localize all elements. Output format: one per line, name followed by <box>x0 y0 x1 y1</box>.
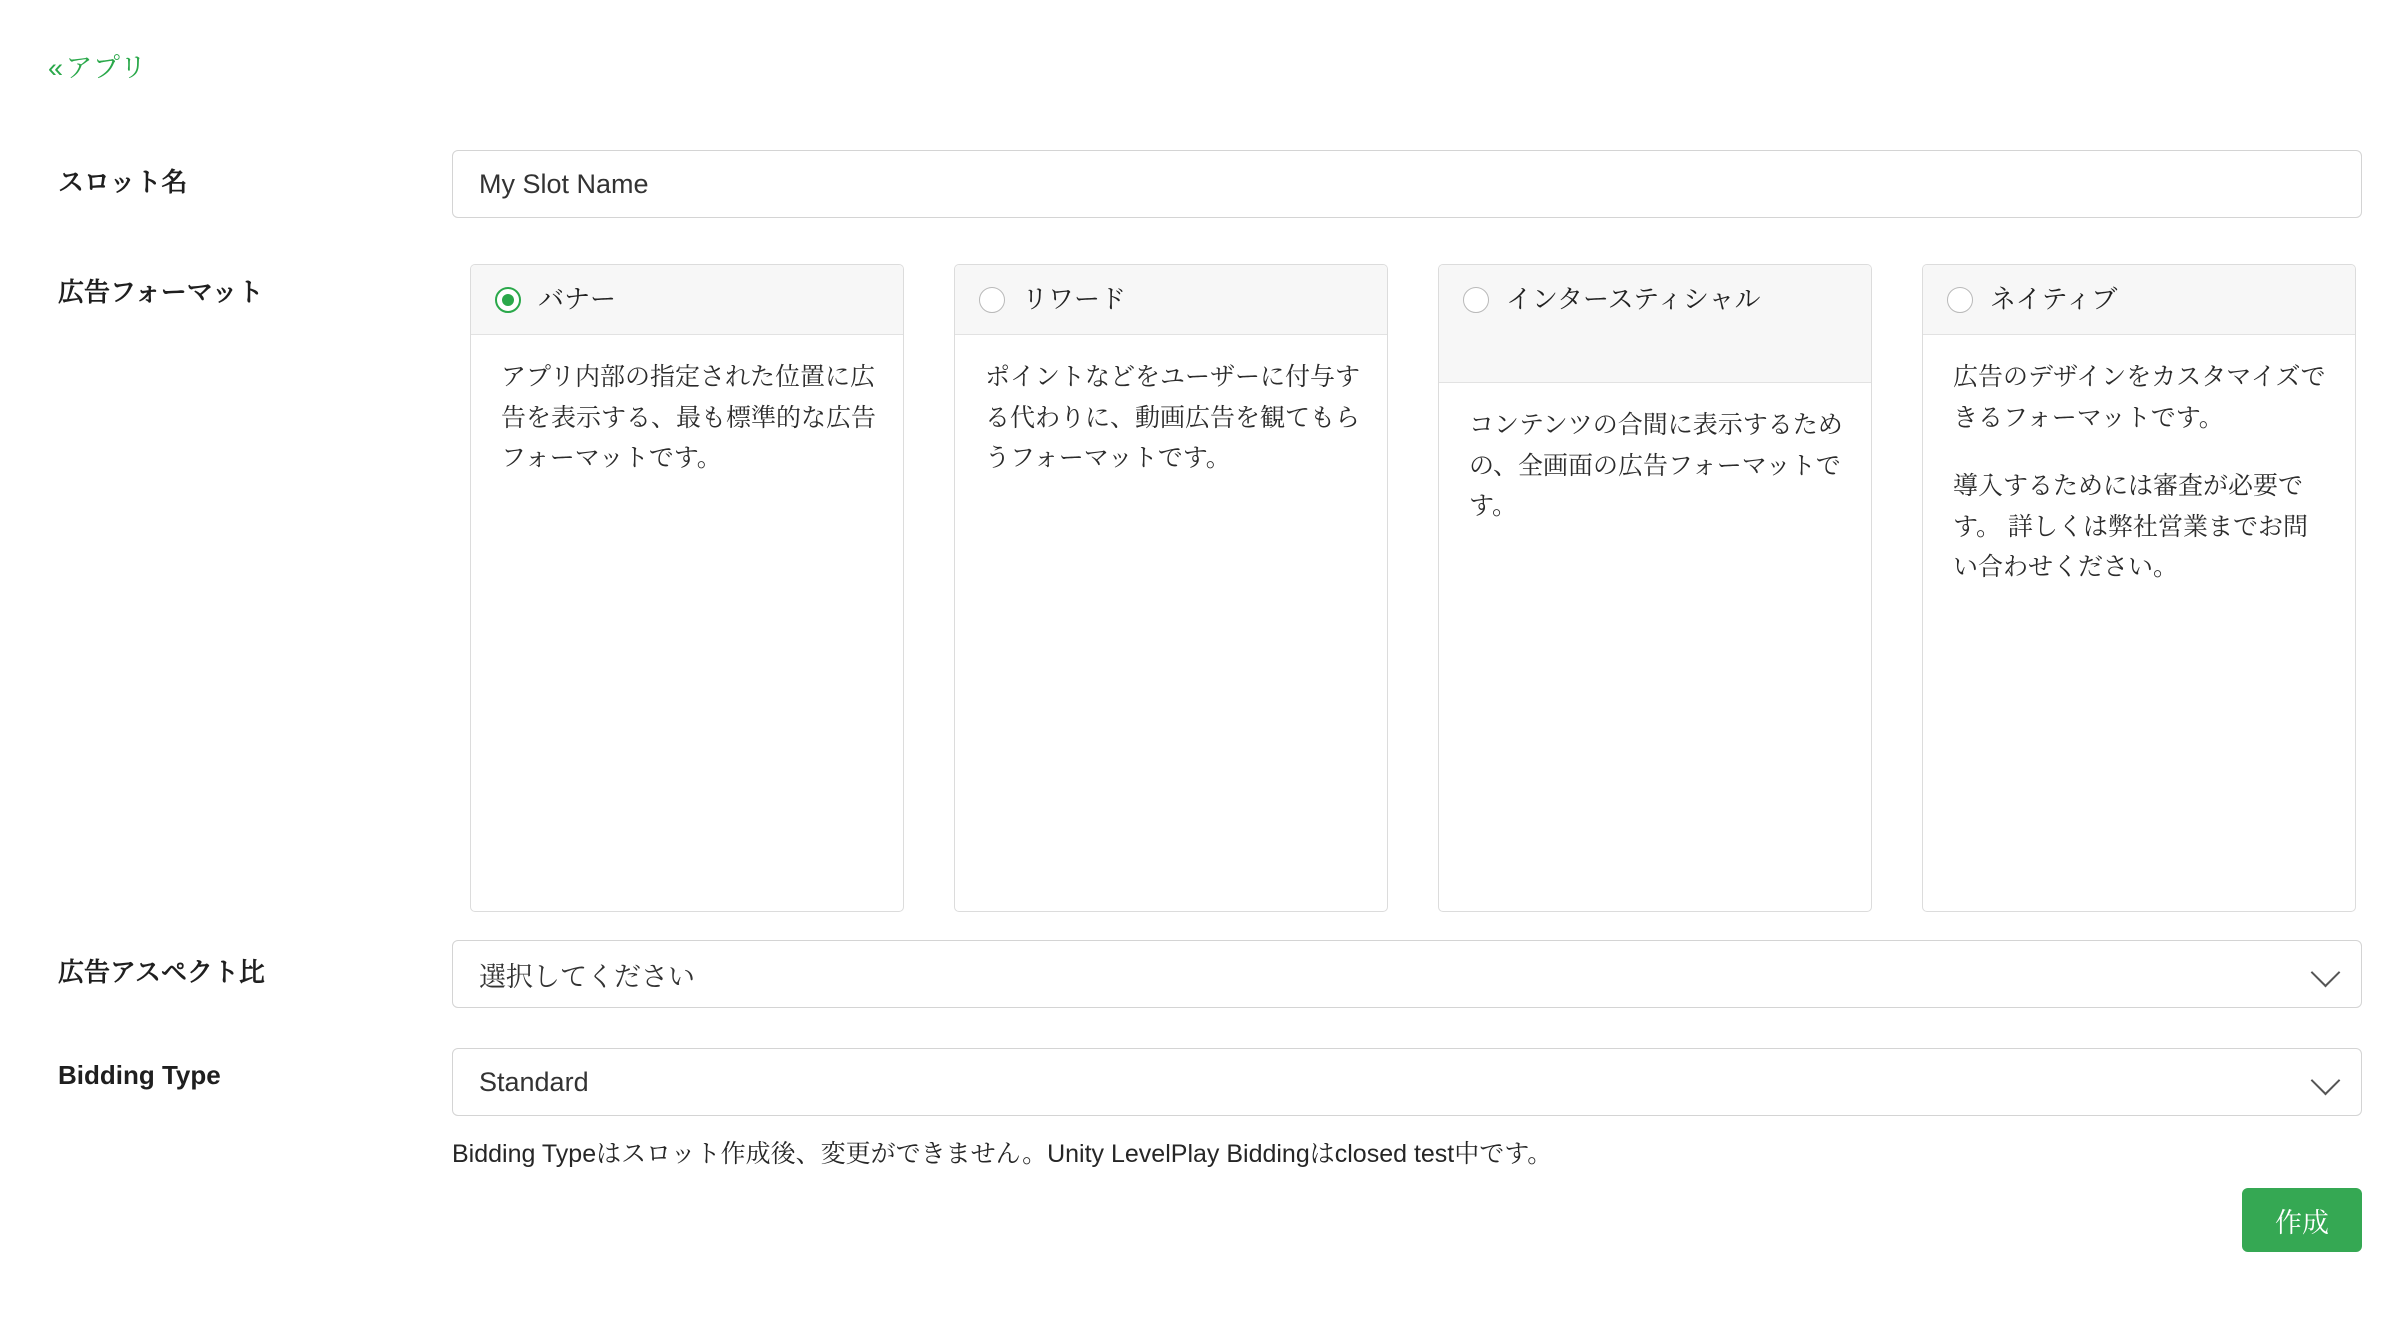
ad-format-card-interstitial-body <box>1439 383 1871 527</box>
radio-banner-icon[interactable] <box>495 287 521 313</box>
ad-format-card-native[interactable] <box>1922 264 2356 912</box>
ad-format-card-native-desc-2: 導入するためには審査が必要です。 詳しくは弊社営業までお問い合わせください。 <box>1953 472 2308 581</box>
aspect-ratio-select[interactable] <box>452 940 2362 1008</box>
ad-format-card-banner-title: バナー <box>538 284 617 314</box>
ad-format-card-banner-desc: アプリ内部の指定された位置に広告を表示する、最も標準的な広告フォーマットです。 <box>501 363 877 472</box>
chevron-left-icon: « <box>48 53 64 83</box>
ad-format-card-native-body <box>1923 335 2355 588</box>
bidding-type-select[interactable] <box>452 1048 2362 1116</box>
ad-format-card-interstitial-title: インタースティシャル <box>1506 284 1761 314</box>
ad-format-card-interstitial-desc: コンテンツの合間に表示するための、全画面の広告フォーマットです。 <box>1469 411 1843 520</box>
radio-native-icon[interactable] <box>1947 287 1973 313</box>
slot-name-label: スロット名 <box>58 167 188 197</box>
ad-format-card-interstitial-header[interactable] <box>1439 265 1871 383</box>
ad-format-card-rewarded-header[interactable] <box>955 265 1387 335</box>
ad-format-card-banner[interactable] <box>470 264 904 912</box>
ad-format-label: 広告フォーマット <box>58 277 264 307</box>
ad-format-card-group <box>470 264 2370 914</box>
row-aspect-ratio <box>0 930 2406 1038</box>
breadcrumb-label: アプリ <box>65 53 147 83</box>
ad-format-card-rewarded-desc: ポイントなどをユーザーに付与する代わりに、動画広告を観てもらうフォーマットです。 <box>985 363 1361 472</box>
ad-format-card-native-desc-1: 広告のデザインをカスタマイズできるフォーマットです。 <box>1953 363 2326 432</box>
bidding-type-helper-text: Bidding Typeはスロット作成後、変更ができません。Unity LevelPlay Biddingはclosed test中です。 <box>452 1140 1553 1168</box>
ad-format-card-banner-body <box>471 335 903 479</box>
breadcrumb-back-to-apps[interactable] <box>48 46 147 85</box>
ad-format-card-rewarded-title: リワード <box>1022 284 1127 314</box>
radio-interstitial-icon[interactable] <box>1463 287 1489 313</box>
aspect-ratio-label: 広告アスペクト比 <box>58 957 265 987</box>
ad-format-card-banner-header[interactable] <box>471 265 903 335</box>
slot-form <box>0 140 2406 1238</box>
bidding-type-label: Bidding Type <box>58 1060 221 1090</box>
ad-format-card-native-header[interactable] <box>1923 265 2355 335</box>
ad-format-card-rewarded-body <box>955 335 1387 479</box>
aspect-ratio-selected-value: 選択してください <box>479 961 695 992</box>
create-button[interactable]: 作成 <box>2242 1188 2362 1252</box>
aspect-ratio-select-wrap <box>452 940 2362 1008</box>
ad-format-card-interstitial[interactable] <box>1438 264 1872 912</box>
ad-format-card-rewarded[interactable] <box>954 264 1388 912</box>
bidding-type-selected-value: Standard <box>479 1066 589 1097</box>
row-slot-name <box>0 140 2406 250</box>
row-ad-format <box>0 250 2406 930</box>
row-bidding-type <box>0 1038 2406 1238</box>
bidding-type-select-wrap <box>452 1048 2362 1116</box>
slot-name-input[interactable] <box>452 150 2362 218</box>
radio-rewarded-icon[interactable] <box>979 287 1005 313</box>
ad-format-card-native-title: ネイティブ <box>1990 284 2118 314</box>
